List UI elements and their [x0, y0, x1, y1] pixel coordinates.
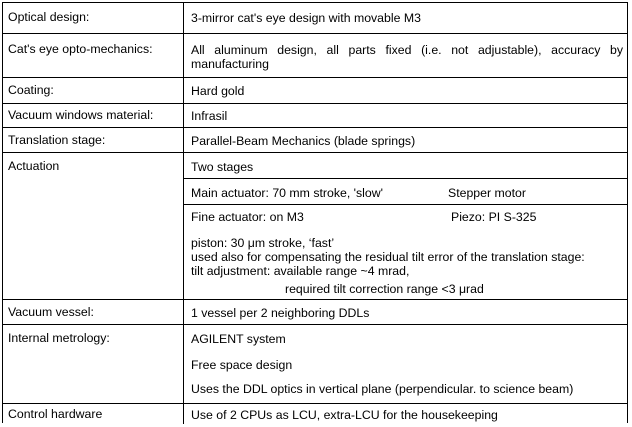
tilt-required: required tilt correction range <3 μrad: [285, 282, 484, 296]
inner-divider: [183, 204, 627, 205]
value-optical-design: 3-mirror cat's eye design with movable M3: [191, 11, 421, 25]
row-coating: [3, 78, 627, 104]
spec-table: [2, 2, 628, 423]
value-control-hardware: Use of 2 CPUs as LCU, extra-LCU for the housekeeping: [191, 408, 498, 422]
fine-actuator: Fine actuator: on M3: [191, 210, 304, 224]
column-divider: [183, 34, 184, 77]
label-optical-design: Optical design:: [8, 10, 90, 24]
column-divider: [183, 78, 184, 103]
label-actuation: Actuation: [8, 159, 60, 173]
column-divider: [183, 3, 184, 33]
row-translation-stage: [3, 128, 627, 153]
column-divider: [183, 300, 184, 324]
column-divider: [183, 404, 184, 424]
piston: piston: 30 μm stroke, ‘fast’: [191, 236, 335, 250]
compensation: used also for compensating the residual tilt error of the translation stage:: [191, 250, 585, 264]
fine-actuator-type: Piezo: PI S-325: [451, 210, 537, 224]
column-divider: [183, 128, 184, 152]
main-actuator-type: Stepper motor: [448, 186, 526, 200]
column-divider: [183, 104, 184, 127]
label-control-hardware: Control hardware: [8, 407, 103, 421]
metrology-line-1: AGILENT system: [191, 332, 286, 346]
row-vacuum-windows: [3, 104, 627, 128]
row-optical-design: [3, 3, 627, 34]
value-actuation: Two stages: [191, 160, 254, 174]
value-coating: Hard gold: [191, 84, 245, 98]
label-vacuum-vessel: Vacuum vessel:: [8, 305, 94, 319]
row-control-hardware: [3, 404, 627, 424]
column-divider: [183, 153, 184, 299]
metrology-line-3: Uses the DDL optics in vertical plane (perpendicular. to science beam): [191, 382, 574, 396]
inner-divider: [183, 178, 627, 179]
row-opto-mechanics: [3, 34, 627, 78]
row-internal-metrology: [3, 325, 627, 404]
label-coating: Coating:: [8, 83, 54, 97]
label-internal-metrology: Internal metrology:: [8, 331, 110, 345]
row-actuation: [3, 153, 627, 300]
metrology-line-2: Free space design: [191, 358, 293, 372]
value-opto-mechanics: All aluminum design, all parts fixed (i.e. not adjustable), accuracy by manufacturing: [191, 43, 623, 71]
label-opto-mechanics: Cat's eye opto-mechanics:: [8, 42, 153, 56]
column-divider: [183, 325, 184, 403]
value-translation-stage: Parallel-Beam Mechanics (blade springs): [191, 134, 416, 148]
main-actuator: Main actuator: 70 mm stroke, 'slow': [191, 186, 383, 200]
label-translation-stage: Translation stage:: [8, 133, 106, 147]
label-vacuum-windows: Vacuum windows material:: [8, 108, 154, 122]
row-vacuum-vessel: [3, 300, 627, 325]
value-vacuum-windows: Infrasil: [191, 109, 228, 123]
value-vacuum-vessel: 1 vessel per 2 neighboring DDLs: [191, 306, 370, 320]
tilt-adjustment: tilt adjustment: available range ~4 mrad,: [191, 264, 410, 278]
